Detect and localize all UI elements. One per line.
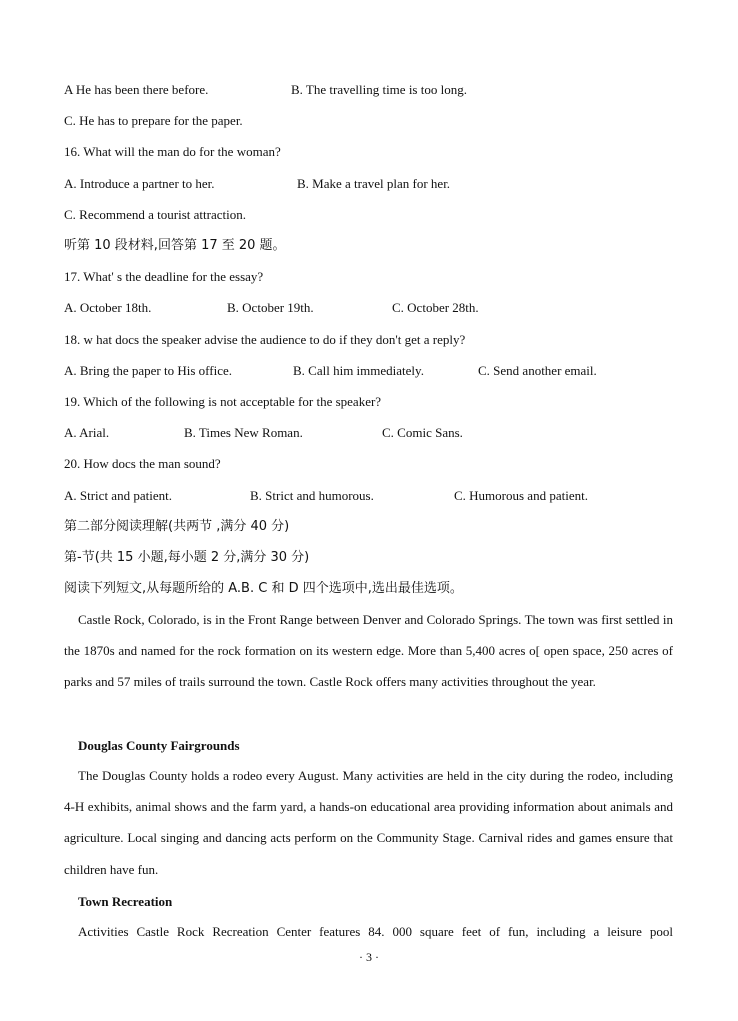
passage-heading-fairgrounds: Douglas County Fairgrounds bbox=[78, 738, 240, 753]
q20-option-c: C. Humorous and patient. bbox=[454, 488, 588, 503]
reading-instruction: 阅读下列短文,从每题所给的 A.B. C 和 D 四个选项中,选出最佳选项。 bbox=[64, 581, 463, 596]
q17-option-b: B. October 19th. bbox=[227, 300, 314, 315]
q19-option-b: B. Times New Roman. bbox=[184, 425, 303, 440]
q15-option-a: A He has been there before. bbox=[64, 82, 209, 97]
section-10-instruction: 听第 10 段材料,回答第 17 至 20 题。 bbox=[64, 238, 286, 253]
part-2-title: 第二部分阅读理解(共两节 ,满分 40 分) bbox=[64, 519, 290, 534]
q17-option-a: A. October 18th. bbox=[64, 300, 152, 315]
passage-intro: Castle Rock, Colorado, is in the Front Range between Denver and Colorado Springs. The town was first settled in the 1870s and named for the rock formation on its western edge. More than 5,400 acres o[ open space, 250 acres of parks and 57 miles of trails surround the town. Castle Rock offers many activities throughout the year. bbox=[64, 612, 673, 690]
q15-option-c: C. He has to prepare for the paper. bbox=[64, 113, 243, 128]
q16-option-a: A. Introduce a partner to her. bbox=[64, 176, 215, 191]
passage-paragraph-fairgrounds: The Douglas County holds a rodeo every August. Many activities are held in the city during the rodeo, including 4-H exhibits, animal shows and the farm yard, a hands-on educational area providing information about animals and agriculture. Local singing and dancing acts perform on the Community Stage. Carnival rides and games ensure that children have fun. bbox=[64, 768, 673, 877]
q18-question: 18. w hat docs the speaker advise the audience to do if they don't get a reply? bbox=[64, 332, 466, 347]
q18-option-b: B. Call him immediately. bbox=[293, 363, 424, 378]
page-number: · 3 · bbox=[359, 950, 379, 964]
q19-option-a: A. Arial. bbox=[64, 425, 110, 440]
q20-question: 20. How docs the man sound? bbox=[64, 456, 221, 471]
q20-option-b: B. Strict and humorous. bbox=[250, 488, 374, 503]
passage-heading-recreation: Town Recreation bbox=[78, 894, 173, 909]
q15-option-b: B. The travelling time is too long. bbox=[291, 82, 467, 97]
q16-option-c: C. Recommend a tourist attraction. bbox=[64, 207, 246, 222]
q17-question: 17. What' s the deadline for the essay? bbox=[64, 269, 264, 284]
q18-option-c: C. Send another email. bbox=[478, 363, 597, 378]
q19-option-c: C. Comic Sans. bbox=[382, 425, 463, 440]
q16-question: 16. What will the man do for the woman? bbox=[64, 144, 281, 159]
q17-option-c: C. October 28th. bbox=[392, 300, 479, 315]
section-1-title: 第-节(共 15 小题,每小题 2 分,满分 30 分) bbox=[64, 550, 310, 565]
q19-question: 19. Which of the following is not acceptable for the speaker? bbox=[64, 394, 382, 409]
q20-option-a: A. Strict and patient. bbox=[64, 488, 172, 503]
q16-option-b: B. Make a travel plan for her. bbox=[297, 176, 451, 191]
passage-paragraph-recreation: Activities Castle Rock Recreation Center features 84. 000 square feet of fun, including a leisure pool bbox=[78, 924, 673, 939]
q18-option-a: A. Bring the paper to His office. bbox=[64, 363, 232, 378]
